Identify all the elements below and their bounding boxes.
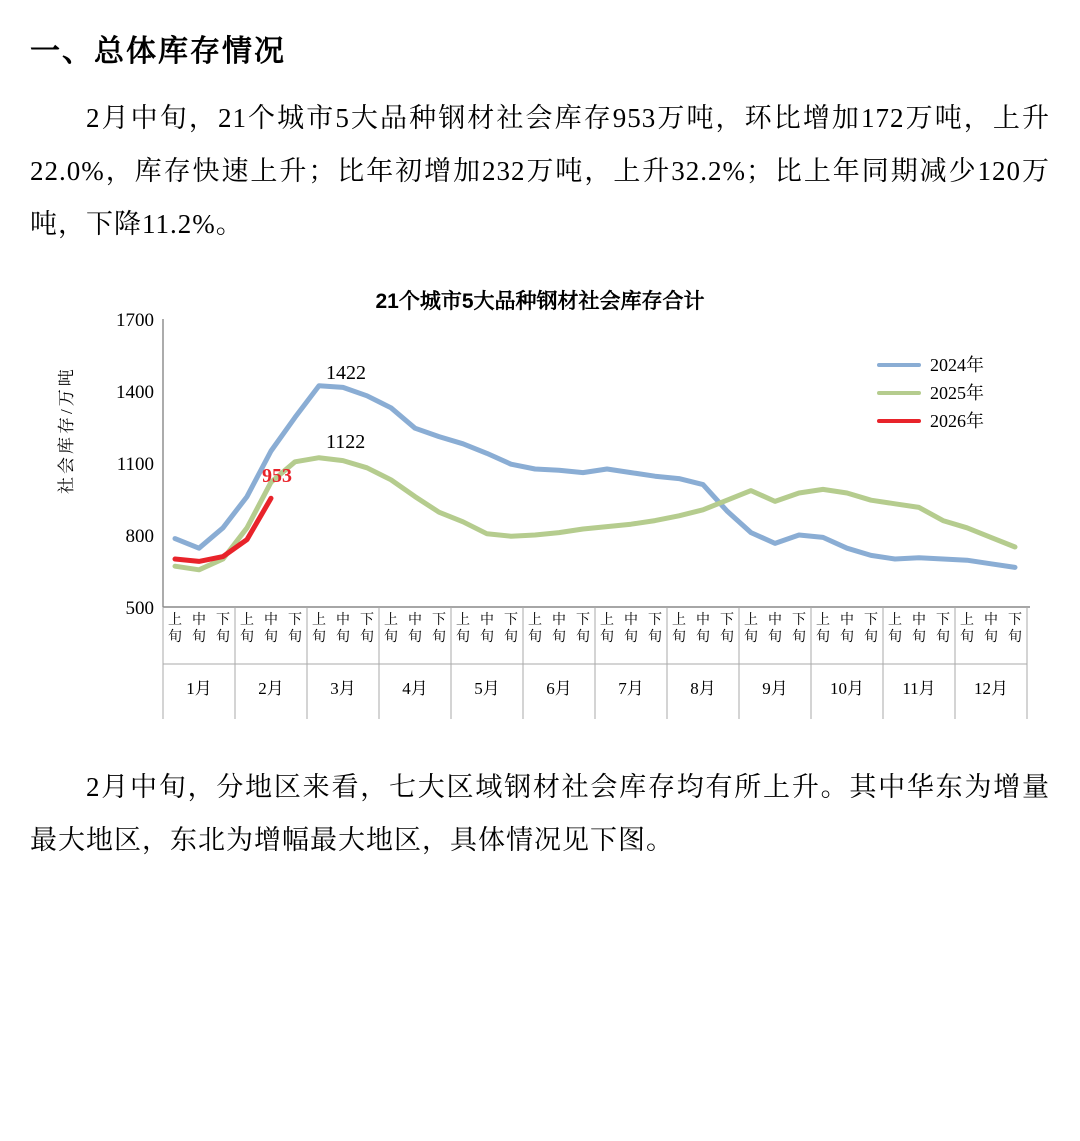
x-month-label: 7月 [618, 679, 644, 698]
x-tenday-label: 上 旬 [888, 613, 902, 645]
x-tenday-label: 下 旬 [720, 613, 734, 645]
x-tenday-label: 上 旬 [312, 613, 326, 645]
x-tenday-label: 下 旬 [576, 613, 590, 645]
chart-legend [877, 351, 984, 435]
paragraph-region-inventory [30, 761, 1050, 867]
x-tenday-label: 下 旬 [432, 613, 446, 645]
x-tenday-label: 下 旬 [792, 613, 806, 645]
x-month-label: 4月 [402, 679, 428, 698]
x-tenday-label: 中 旬 [768, 613, 782, 645]
x-tenday-label: 下 旬 [288, 613, 302, 645]
x-month-label: 6月 [546, 679, 572, 698]
legend-swatch-icon-2026 [877, 419, 921, 423]
y-tick-1700: 1700 [116, 310, 154, 331]
legend-item-2026 [877, 407, 984, 435]
x-tenday-label: 上 旬 [960, 613, 974, 645]
legend-swatch-icon-2025 [877, 391, 921, 395]
x-month-label: 10月 [830, 679, 864, 698]
chart-plot-area [30, 310, 1050, 739]
x-tenday-label: 中 旬 [912, 613, 926, 645]
x-tenday-label: 中 旬 [408, 613, 422, 645]
legend-label-2026: 2026年 [930, 411, 984, 431]
annotation-1122: 1122 [326, 431, 366, 453]
x-tenday-label: 下 旬 [504, 613, 518, 645]
x-tenday-label: 上 旬 [384, 613, 398, 645]
x-tenday-label: 中 旬 [336, 613, 350, 645]
x-month-label: 11月 [902, 679, 936, 698]
x-tenday-label: 中 旬 [264, 613, 278, 645]
paragraph-text-2: 2月中旬，分地区来看，七大区域钢材社会库存均有所上升。其中华东为增量最大地区，东北为增幅最大地区，具体情况见下图。 [30, 772, 1050, 855]
x-tenday-label: 下 旬 [1008, 613, 1022, 645]
y-tick-800: 800 [125, 526, 154, 547]
legend-label-2025: 2025年 [930, 383, 984, 403]
y-tick-1100: 1100 [116, 454, 154, 475]
legend-item-2024 [877, 351, 984, 379]
x-tenday-label: 上 旬 [816, 613, 830, 645]
x-tenday-label: 下 旬 [360, 613, 374, 645]
legend-item-2025 [877, 379, 984, 407]
x-month-label: 5月 [474, 679, 500, 698]
chart-title: 21个城市5大品种钢材社会库存合计 [375, 290, 705, 313]
x-tenday-label: 中 旬 [480, 613, 494, 645]
x-tenday-label: 上 旬 [456, 613, 470, 645]
x-tenday-label: 中 旬 [984, 613, 998, 645]
y-tick-500: 500 [125, 598, 154, 619]
x-tenday-label: 中 旬 [840, 613, 854, 645]
x-tenday-label: 上 旬 [744, 613, 758, 645]
paragraph-overall-inventory [30, 92, 1050, 251]
section-heading: 一、总体库存情况 [30, 35, 286, 68]
x-month-label: 2月 [258, 679, 284, 698]
series-line-2025 [175, 458, 1015, 570]
x-tenday-label: 中 旬 [696, 613, 710, 645]
x-tenday-label: 中 旬 [624, 613, 638, 645]
x-tenday-label: 上 旬 [672, 613, 686, 645]
x-month-label: 12月 [974, 679, 1008, 698]
annotation-953: 953 [262, 465, 292, 487]
x-month-label: 8月 [690, 679, 716, 698]
legend-swatch-icon-2024 [877, 363, 921, 367]
paragraph-text: 2月中旬，21个城市5大品种钢材社会库存953万吨，环比增加172万吨，上升22.0%，库存快速上升；比年初增加232万吨，上升32.2%；比上年同期减少120万吨，下降11.2%。 [30, 103, 1050, 239]
x-tenday-label: 下 旬 [216, 613, 230, 645]
x-tenday-label: 上 旬 [168, 613, 182, 645]
x-tenday-label: 中 旬 [552, 613, 566, 645]
document-page [0, 12, 1080, 1141]
annotation-1422: 1422 [326, 362, 366, 384]
x-month-label: 9月 [762, 679, 788, 698]
x-tenday-label: 下 旬 [648, 613, 662, 645]
x-tenday-label: 下 旬 [864, 613, 878, 645]
legend-label-2024: 2024年 [930, 355, 984, 375]
y-axis-title: 社会库存/万吨 [57, 366, 76, 494]
x-month-label: 3月 [330, 679, 356, 698]
x-tenday-label: 上 旬 [528, 613, 542, 645]
y-tick-1400: 1400 [116, 382, 154, 403]
x-tenday-label: 上 旬 [600, 613, 614, 645]
inventory-line-chart [30, 279, 1050, 739]
x-tenday-label: 下 旬 [936, 613, 950, 645]
x-month-label: 1月 [186, 679, 212, 698]
x-tenday-label: 上 旬 [240, 613, 254, 645]
x-tenday-label: 中 旬 [192, 613, 206, 645]
